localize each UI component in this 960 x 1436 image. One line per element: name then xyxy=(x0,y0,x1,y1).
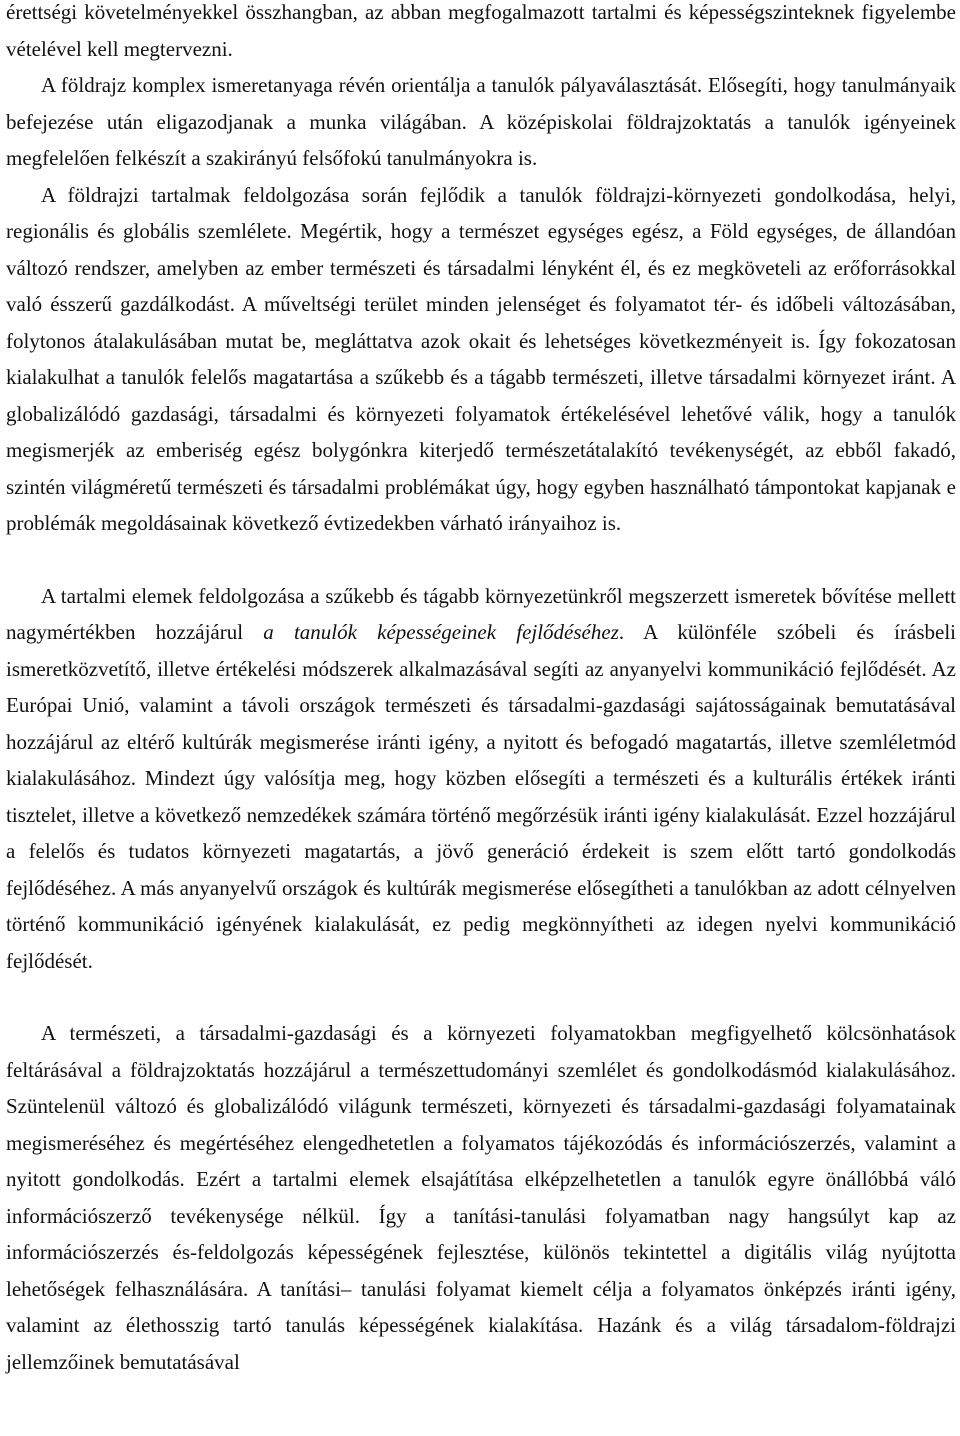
paragraph-4-before: A tartalmi elemek feldolgozása a szűkebb és tágabb környezetünkről megszerzett ismeretek bővítése mellett nagymértékben hozzájárul xyxy=(6,583,956,644)
paragraph-2: A földrajz komplex ismeretanyaga révén orientálja a tanulók pályaválasztását. Elősegíti, hogy tanulmányaik befejezése után eligazodjanak a munka világában. A középiskolai földrajzoktatás a tanulók igényeinek megfelelően felkészít a szakirányú felsőfokú tanulmányokra is. xyxy=(6,73,956,170)
paragraph-4 xyxy=(6,578,956,980)
paragraph-1: érettségi követelményekkel összhangban, az abban megfogalmazott tartalmi és képességszinteknek figyelembe vételével kell megtervezni. xyxy=(6,0,956,61)
paragraph-3: A földrajzi tartalmak feldolgozása során fejlődik a tanulók földrajzi-környezeti gondolkodása, helyi, regionális és globális szemlélete. Megértik, hogy a természet egységes egész, a Föld egységes, de állandóan változó rendszer, amelyben az ember természeti és társadalmi lényként él, és ez megköveteli az erőforrásokkal való ésszerű gazdálkodást. A műveltségi terület minden jelenséget és folyamatot tér- és időbeli változásában, folytonos átalakulásában mutat be, megláttatva azok okait és lehetséges következményeit is. Így fokozatosan kialakulhat a tanulók felelős magatartása a szűkebb és a tágabb természeti, illetve társadalmi környezet iránt. A globalizálódó gazdasági, társadalmi és környezeti folyamatok értékelésével lehetővé válik, hogy a tanulók megismerjék az emberiség egész bolygónkra kiterjedő természetátalakító tevékenységét, az ebből fakadó, szintén világméretű természeti és társadalmi problémákat úgy, hogy egyben használható támpontokat kapjanak e problémák megoldásainak következő évtizedekben várható irányaihoz is. xyxy=(6,182,956,535)
paragraph-5: A természeti, a társadalmi-gazdasági és a környezeti folyamatokban megfigyelhető kölcsönhatások feltárásával a földrajzoktatás hozzájárul a természettudományi szemlélet és gondolkodásmód kialakulásához. Szüntelenül változó és globalizálódó világunk természeti, környezeti és társadalmi-gazdasági folyamatainak megismeréséhez és megértéséhez elengedhetetlen a folyamatos tájékozódás és információszerzés, valamint a nyitott gondolkodás. Ezért a tartalmi elemek elsajátítása elképzelhetetlen a tanulók egyre önállóbbá váló információszerző tevékenysége nélkül. Így a tanítási-tanulási folyamatban nagy hangsúlyt kap az információszerzés és-feldolgozás képességének fejlesztése, különös tekintettel a digitális világ nyújtotta lehetőségek felhasználására. A tanítási– tanulási folyamat kiemelt célja a folyamatos önképzés iránti igény, valamint az élethosszig tartó tanulás képességének kialakítása. Hazánk és a világ társadalom-földrajzi jellemzőinek bemutatásával xyxy=(6,1021,956,1374)
paragraph-4-emphasis: a tanulók képességeinek fejlődéséhez xyxy=(263,620,619,644)
paragraph-4-after: . A különféle szóbeli és írásbeli ismeretközvetítő, illetve értékelési módszerek alkalmazásával segíti az anyanyelvi kommunikáció fejlődését. Az Európai Unió, valamint a távoli országok természeti és társadalmi-gazdasági sajátosságainak bemutatásával hozzájárul az eltérő kultúrák megismerése iránti igény, a nyitott és befogadó magatartás, illetve szemléletmód kialakulásához. Mindezt úgy valósítja meg, hogy közben elősegíti a természeti és a kulturális értékek iránti tisztelet, illetve a következő nemzedékek számára történő megőrzésük iránti igény kialakulását. Ezzel hozzájárul a felelős és tudatos környezeti magatartás, a jövő generáció érdekeit is szem előtt tartó gondolkodás fejlődéséhez. A más anyanyelvű országok és kultúrák megismerése elősegítheti a tanulókban az adott célnyelven történő kommunikáció igényének kialakulását, ez pedig megkönnyítheti az idegen nyelvi kommunikáció fejlődését. xyxy=(6,620,956,973)
